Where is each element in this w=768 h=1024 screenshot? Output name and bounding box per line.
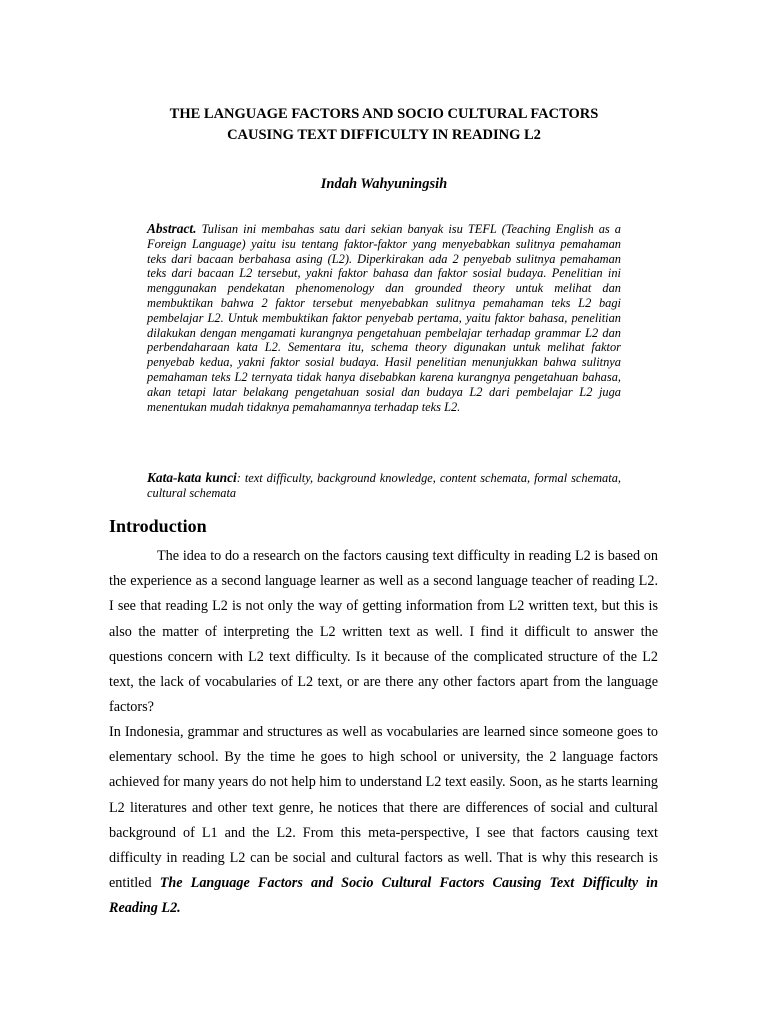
keywords [147,470,621,501]
abstract [147,222,621,414]
intro-paragraph-1: The idea to do a research on the factors causing text difficulty in reading L2 is based on the experience as a second language learner as well as a second language teacher of reading L2. I see that reading L2 is not only the way of getting information from L2 written text, but this is also the matter of interpreting the L2 written text as well. I find it difficult to answer the questions concern with L2 text difficulty. Is it because of the complicated structure of the L2 text, the lack of vocabularies of L2 text, or are there any other factors apart from the language factors? [109,548,658,716]
keywords-label: Kata-kata kunci [147,470,237,485]
author-name: Indah Wahyuningsih [320,176,448,192]
intro-paragraph-2-title: The Language Factors and Socio Cultural Factors Causing Text Difficulty in Reading L2. [109,875,658,917]
section-heading-introduction: Introduction [109,516,207,536]
abstract-label: Abstract. [147,221,197,236]
paper-title [100,104,668,146]
keywords-text: : text difficulty, background knowledge, content schemata, formal schemata, cultural schemata [147,471,621,500]
paper-title-line-2: CAUSING TEXT DIFFICULTY IN READING L2 [227,127,541,143]
paper-title-line-1: THE LANGUAGE FACTORS AND SOCIO CULTURAL FACTORS [169,106,599,122]
intro-paragraph-2 [109,720,658,922]
intro-paragraph-2-text: In Indonesia, grammar and structures as well as vocabularies are learned since someone goes to elementary school. By the time he goes to high school or university, the 2 language factors achieved for many years do not help him to understand L2 text easily. Soon, as he starts learning L2 literatures and other text genre, he notices that there are differences of social and cultural background of L1 and the L2. From this meta-perspective, I see that factors causing text difficulty in reading L2 can be social and cultural factors as well. That is why this research is entitled [109,724,658,892]
abstract-text: Tulisan ini membahas satu dari sekian banyak isu TEFL (Teaching English as a Foreign Language) yaitu isu tentang faktor-faktor yang menyebabkan sulitnya pemahaman teks dari bacaan berbahasa asing (L2). Diperkirakan ada 2 penyebab sulitnya pemahaman teks dari bacaan L2 tersebut, yakni faktor bahasa dan faktor sosial budaya. Penelitian ini menggunakan pendekatan phenomenology dan grounded theory untuk melihat dan membuktikan bahwa 2 faktor tersebut menyebabkan sulitnya pemahaman teks L2 bagi pembelajar L2. Untuk membuktikan faktor penyebab pertama, yaitu faktor bahasa, penelitian dilakukan dengan mengamati kurangnya pengetahuan pembelajar terhadap grammar L2 dan perbendaharaan kata L2. Sementara itu, schema theory digunakan untuk melihat faktor penyebab kedua, yakni faktor sosial budaya. Hasil penelitian menunjukkan bahwa sulitnya pemahaman teks L2 ternyata tidak hanya disebabkan karena kurangnya pengetahuan bahasa, akan tetapi latar belakang pengetahuan sosial dan budaya L2 dari pembelajar L2 juga menentukan mudah tidaknya pemahamannya terhadap teks L2. [147,222,622,414]
